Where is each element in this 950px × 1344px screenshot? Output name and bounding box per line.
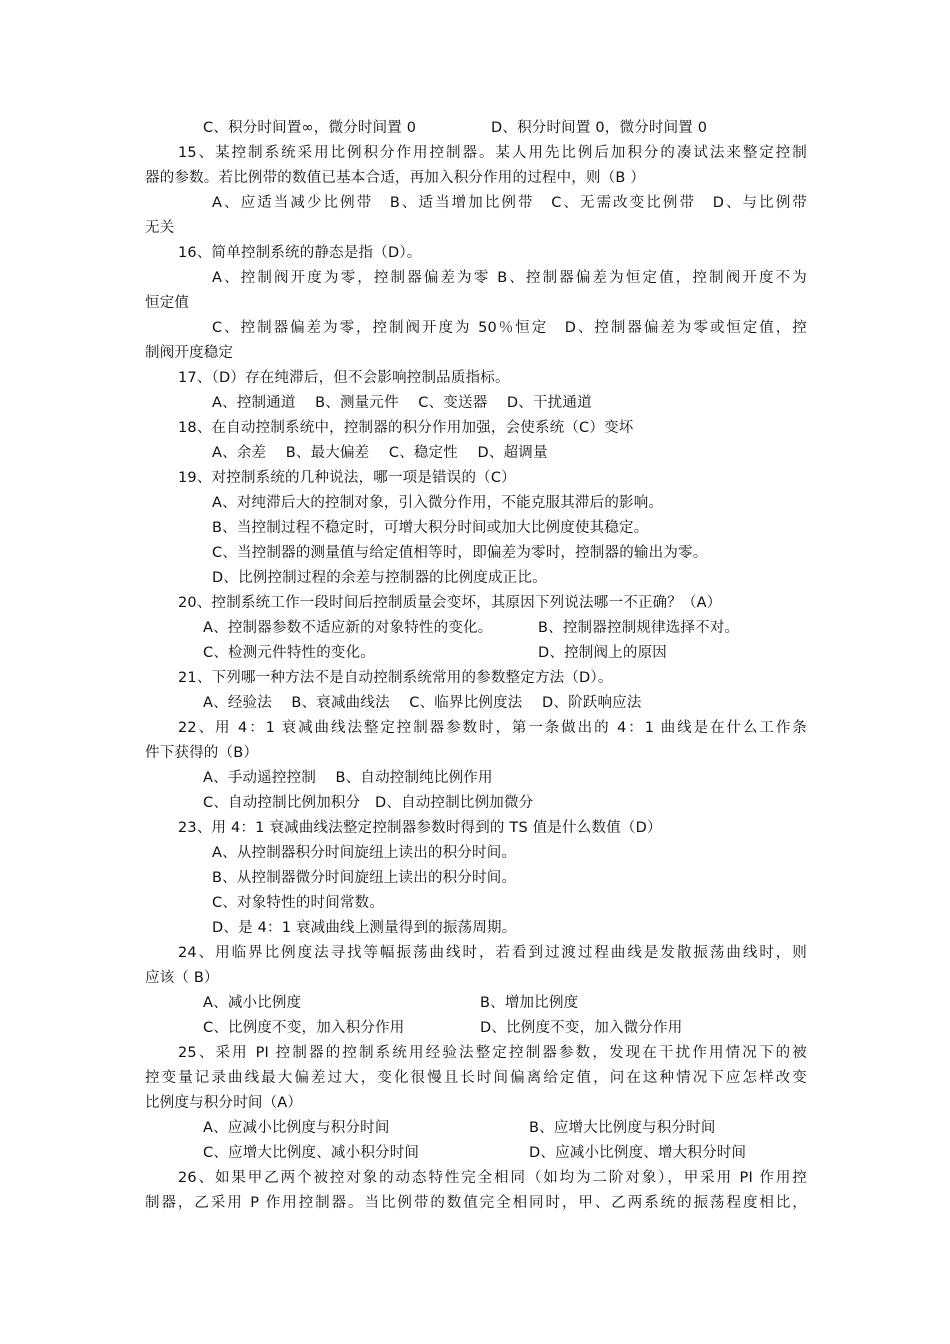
question-22-cont: 件下获得的（B） [145,745,259,761]
question-20-options-cd [203,643,667,663]
question-20-options-ab [203,618,740,638]
question-19-option-b: B、当控制过程不稳定时，可增大积分时间或加大比例度使其稳定。 [212,520,649,536]
option-c: C、比例度不变，加入积分作用 [203,1020,405,1036]
question-19-option-c: C、当控制器的测量值与给定值相等时，即偏差为零时，控制器的输出为零。 [212,545,708,561]
option-d: D、积分时间置 0，微分时间置 0 [491,120,708,136]
question-25-options-cd [203,1143,747,1163]
question-23-option-b: B、从控制器微分时间旋纽上读出的积分时间。 [212,870,517,886]
question-17: 17、（D）存在纯滞后，但不会影响控制品质指标。 [178,370,510,386]
option-line [203,118,708,138]
option-c: C、检测元件特性的变化。 [203,645,376,661]
option-c: C、积分时间置∞，微分时间置 0 [203,120,417,136]
question-25-cont2: 比例度与积分时间（A） [145,1095,303,1111]
question-23-option-d: D、是 4：1 衰减曲线上测量得到的振荡周期。 [212,920,517,936]
question-16-option-ab: A、控制阀开度为零，控制器偏差为零 B、控制器偏差为恒定值，控制阀开度不为 [212,270,807,286]
option-d: D、比例度不变，加入微分作用 [480,1020,683,1036]
question-16-option-cd-cont: 制阀开度稳定 [145,345,234,361]
option-d: D、控制阀上的原因 [538,645,667,661]
question-20: 20、控制系统工作一段时间后控制质量会变坏，其原因下列说法哪一不正确？（A） [178,595,722,611]
question-15-options-cont: 无关 [145,220,175,236]
option-b: B、控制器控制规律选择不对。 [538,620,740,636]
question-22-options-ab: A、手动遥控控制 B、自动控制纯比例作用 [203,770,493,786]
option-a: A、减小比例度 [203,995,302,1011]
question-23-option-a: A、从控制器积分时间旋纽上读出的积分时间。 [212,845,517,861]
question-26: 26、如果甲乙两个被控对象的动态特性完全相同（如均为二阶对象），甲采用 PI 作用控 [178,1170,807,1186]
question-19-option-d: D、比例控制过程的余差与控制器的比例度成正比。 [212,570,547,586]
question-25-options-ab [203,1118,716,1138]
question-26-cont: 制器，乙采用 P 作用控制器。当比例带的数值完全相同时，甲、乙两系统的振荡程度相比， [145,1195,807,1211]
question-19-option-a: A、对纯滞后大的控制对象，引入微分作用，不能克服其滞后的影响。 [212,495,664,511]
option-b: B、增加比例度 [480,995,579,1011]
option-b: B、应增大比例度与积分时间 [529,1120,716,1136]
question-25-cont: 控变量记录曲线最大偏差过大，变化很慢且长时间偏离给定值，问在这种情况下应怎样改变 [145,1070,807,1086]
option-d: D、应减小比例度、增大积分时间 [529,1145,747,1161]
question-15-cont: 器的参数。若比例带的数值已基本合适，再加入积分作用的过程中，则（B ） [145,170,646,186]
question-25: 25、采用 PI 控制器的控制系统用经验法整定控制器参数，发现在干扰作用情况下的被 [178,1045,807,1061]
question-18-options: A、余差 B、最大偏差 C、稳定性 D、超调量 [212,445,548,461]
question-15-options: A、应适当减少比例带 B、适当增加比例带 C、无需改变比例带 D、与比例带 [212,195,807,211]
question-24: 24、用临界比例度法寻找等幅振荡曲线时，若看到过渡过程曲线是发散振荡曲线时，则 [178,945,807,961]
question-17-options: A、控制通道 B、测量元件 C、变送器 D、干扰通道 [212,395,592,411]
question-15: 15、某控制系统采用比例积分作用控制器。某人用先比例后加积分的凑试法来整定控制 [178,145,807,161]
question-24-options-cd [203,1018,683,1038]
question-21-options: A、经验法 B、衰减曲线法 C、临界比例度法 D、阶跃响应法 [203,695,642,711]
question-19: 19、对控制系统的几种说法，哪一项是错误的（C） [178,470,516,486]
question-16-option-ab-cont: 恒定值 [145,295,190,311]
question-22: 22、用 4：1 衰减曲线法整定控制器参数时，第一条做出的 4：1 曲线是在什么工作条 [178,720,807,736]
question-24-options-ab [203,993,579,1013]
option-a: A、控制器参数不适应新的对象特性的变化。 [203,620,493,636]
question-18: 18、在自动控制系统中，控制器的积分作用加强，会使系统（C）变坏 [178,420,634,436]
question-21: 21、下列哪一种方法不是自动控制系统常用的参数整定方法（D）。 [178,670,613,686]
question-23: 23、用 4：1 衰减曲线法整定控制器参数时得到的 TS 值是什么数值（D） [178,820,662,836]
question-24-cont: 应该（ B） [145,970,219,986]
option-c: C、应增大比例度、减小积分时间 [203,1145,420,1161]
question-23-option-c: C、对象特性的时间常数。 [212,895,385,911]
option-a: A、应减小比例度与积分时间 [203,1120,390,1136]
question-16: 16、简单控制系统的静态是指（D）。 [178,245,422,261]
question-22-options-cd: C、自动控制比例加积分 D、自动控制比例加微分 [203,795,534,811]
question-16-option-cd: C、控制器偏差为零，控制阀开度为 50％恒定 D、控制器偏差为零或恒定值，控 [212,320,807,336]
